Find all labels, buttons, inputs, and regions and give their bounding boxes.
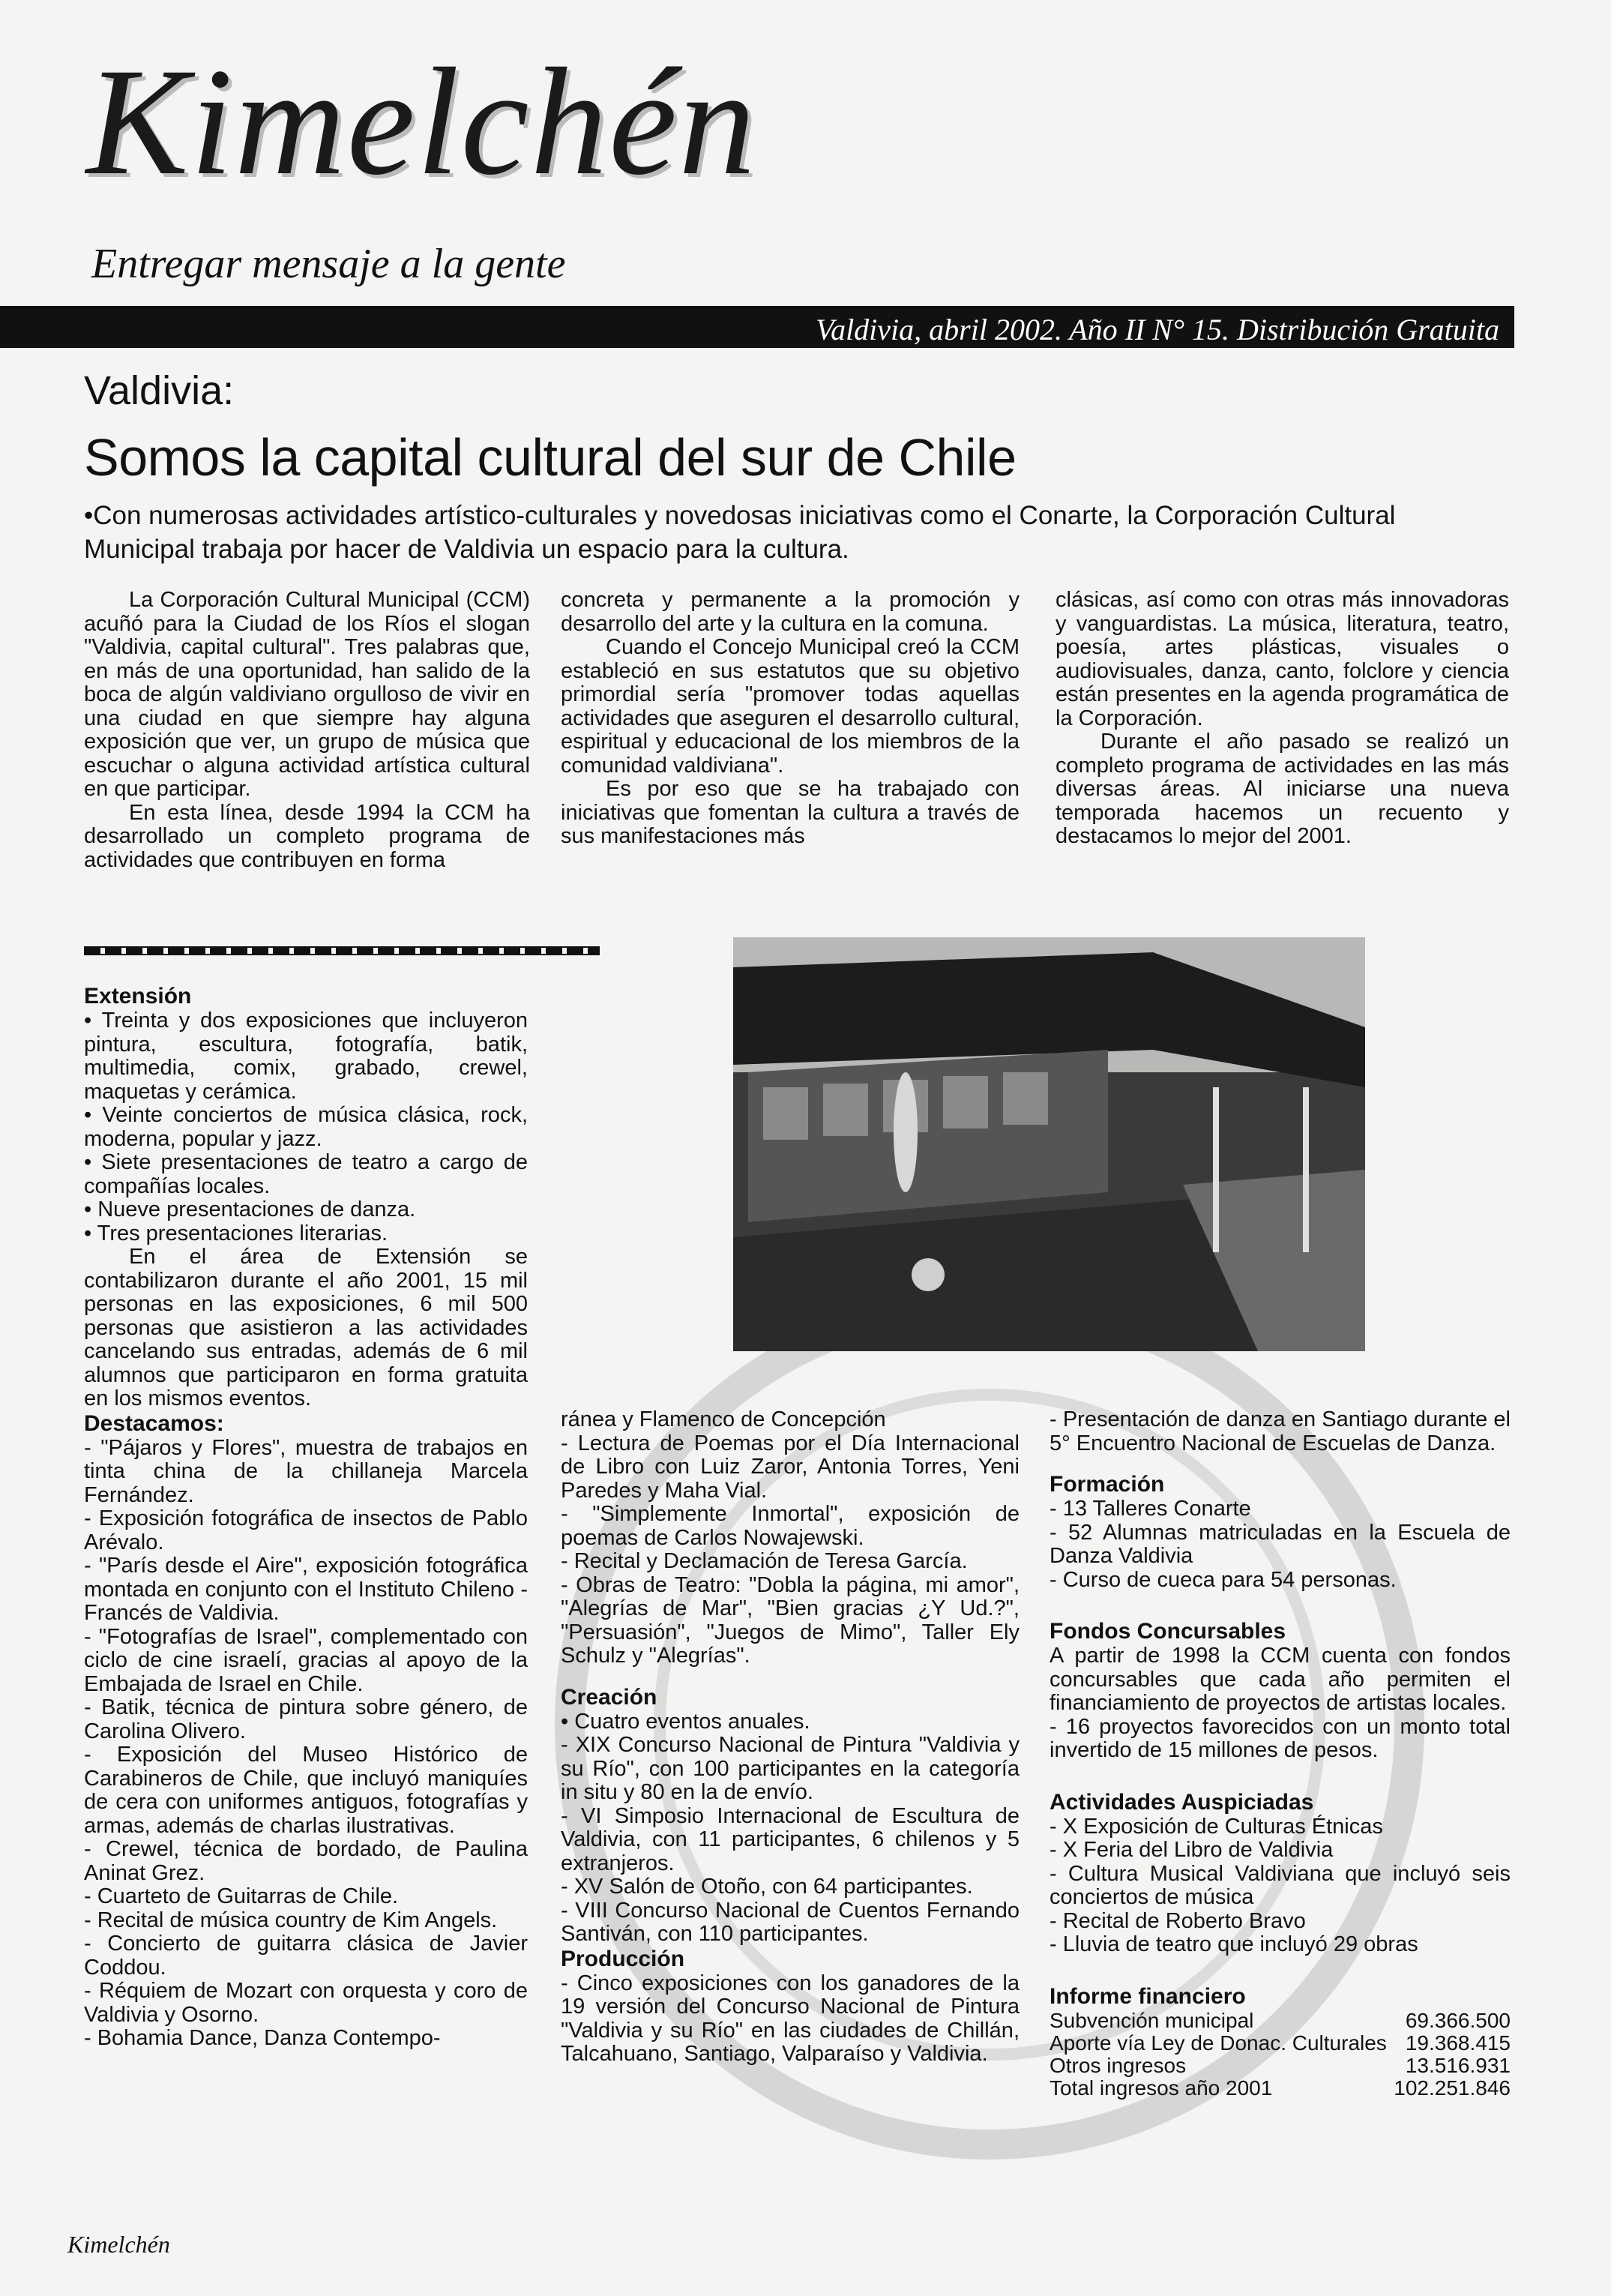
financial-label: Otros ingresos bbox=[1050, 2053, 1187, 2077]
cultural-center-photo bbox=[733, 937, 1365, 1351]
financial-label: Subvención municipal bbox=[1050, 2008, 1254, 2032]
list-item: - 16 proyectos favorecidos con un monto total invertido de 15 millones de pesos. bbox=[1050, 1714, 1511, 1762]
list-item: - X Feria del Libro de Valdivia bbox=[1050, 1838, 1334, 1862]
list-item: - Cinco exposiciones con los ganadores de la 19 versión del Concurso Nacional de Pintura "Valdivia y su Río" en las ciudades de Chillán, Talcahuano, Santiago, Valparaíso y Valdivia. bbox=[561, 1971, 1020, 2066]
list-item: - Lectura de Poemas por el Día Internacional de Libro con Luiz Zaror, Antonia Torres, Yeni Paredes y Maha Vial. bbox=[561, 1431, 1020, 1503]
section-heading-auspiciadas: Actividades Auspiciadas bbox=[1050, 1789, 1314, 1815]
paragraph: concreta y permanente a la promoción y desarrollo del arte y la cultura en la comuna. bbox=[561, 588, 1020, 636]
issue-banner bbox=[0, 306, 1514, 348]
list-item: • Cuatro eventos anuales. bbox=[561, 1709, 810, 1734]
list-item: - Lluvia de teatro que incluyó 29 obras bbox=[1050, 1932, 1418, 1956]
financial-label: Aporte vía Ley de Donac. Culturales bbox=[1050, 2031, 1387, 2055]
list-item: - Concierto de guitarra clásica de Javier Coddou. bbox=[84, 1932, 528, 1980]
footer-brand: Kimelchén bbox=[67, 2231, 170, 2258]
financial-value: 19.368.415 bbox=[1405, 2031, 1511, 2055]
list-item: - Cultura Musical Valdiviana que incluyó seis conciertos de música bbox=[1050, 1861, 1511, 1909]
issue-info: Valdivia, abril 2002. Año II N° 15. Distribución Gratuita bbox=[816, 313, 1499, 346]
list-item: - Bohamia Dance, Danza Contempo- bbox=[84, 2026, 441, 2050]
list-item: - "Simplemente Inmortal", exposición de poemas de Carlos Nowajewski. bbox=[561, 1502, 1020, 1550]
list-item: - XIX Concurso Nacional de Pintura "Valdivia y su Río", con 100 participantes en la categoría in situ y 80 en la de envío. bbox=[561, 1733, 1020, 1804]
financial-table bbox=[1050, 2010, 1511, 2100]
article-kicker: Valdivia: bbox=[84, 368, 235, 413]
list-item: - Presentación de danza en Santiago durante el 5° Encuentro Nacional de Escuelas de Danza. bbox=[1050, 1407, 1511, 1455]
list-item: • Tres presentaciones literarias. bbox=[84, 1221, 388, 1245]
section-heading-fondos: Fondos Concursables bbox=[1050, 1619, 1286, 1644]
list-item: • Veinte conciertos de música clásica, rock, moderna, popular y jazz. bbox=[84, 1103, 528, 1151]
list-item: - "Pájaros y Flores", muestra de trabajos en tinta china de la chillaneja Marcela Fernández. bbox=[84, 1435, 528, 1507]
financial-row bbox=[1050, 2077, 1511, 2100]
section-heading-extension: Extensión bbox=[84, 984, 192, 1009]
list-item: ránea y Flamenco de Concepción bbox=[561, 1407, 886, 1431]
list-item: - Exposición del Museo Histórico de Carabineros de Chile, que incluyó maniquíes de cera con uniformes antiguos, fotografías y armas, además de charlas ilustrativas. bbox=[84, 1743, 528, 1838]
list-item: • Siete presentaciones de teatro a cargo de compañías locales. bbox=[84, 1150, 528, 1198]
paragraph: En esta línea, desde 1994 la CCM ha desarrollado un completo programa de actividades que contribuyen en forma bbox=[84, 800, 530, 872]
list-item: - Cuarteto de Guitarras de Chile. bbox=[84, 1884, 399, 1908]
list-item: - Recital de música country de Kim Angels. bbox=[84, 1908, 498, 1932]
list-item: - "París desde el Aire", exposición fotográfica montada en conjunto con el Instituto Chileno - Francés de Valdivia. bbox=[84, 1554, 528, 1625]
paragraph: La Corporación Cultural Municipal (CCM) acuñó para la Ciudad de los Ríos el slogan "Valdivia, capital cultural". Tres palabras que, en más de una oportunidad, han salido de la boca de algún valdiviano orgulloso de vivir en una ciudad en que siempre hay alguna exposición que ver, un grupo de música que escuchar o alguna actividad artística cultural en que participar. bbox=[84, 588, 530, 801]
financial-row bbox=[1050, 2055, 1511, 2077]
list-item: - Exposición fotográfica de insectos de Pablo Arévalo. bbox=[84, 1506, 528, 1554]
list-item: - 13 Talleres Conarte bbox=[1050, 1497, 1251, 1521]
masthead-tagline: Entregar mensaje a la gente bbox=[91, 241, 566, 287]
financial-value: 13.516.931 bbox=[1405, 2053, 1511, 2077]
section-heading-creacion: Creación bbox=[561, 1684, 657, 1710]
paragraph: A partir de 1998 la CCM cuenta con fondos concursables que cada año permiten el financiamiento de proyectos de artistas locales. bbox=[1050, 1644, 1511, 1715]
extension-column bbox=[84, 984, 528, 2051]
financial-row bbox=[1050, 2032, 1511, 2055]
paragraph: Cuando el Concejo Municipal creó la CCM estableció en sus estatutos que su objetivo primordial sería "promover todas aquellas actividades que aseguren el desarrollo cultural, espiritual y educacional de los miembros de la comunidad valdiviana". bbox=[561, 635, 1020, 778]
right-column bbox=[1050, 1408, 1511, 2100]
article-column-3 bbox=[1056, 589, 1509, 849]
list-item: - Recital y Declamación de Teresa García. bbox=[561, 1549, 968, 1573]
masthead-title: Kimelchén bbox=[86, 37, 757, 207]
list-item: - Batik, técnica de pintura sobre género, de Carolina Olivero. bbox=[84, 1695, 528, 1743]
list-item: - VI Simposio Internacional de Escultura de Valdivia, con 11 participantes, 6 chilenos y 5 extranjeros. bbox=[561, 1803, 1020, 1875]
list-item: - VIII Concurso Nacional de Cuentos Fernando Santiván, con 110 participantes. bbox=[561, 1898, 1020, 1946]
section-divider bbox=[84, 946, 600, 955]
section-heading-formacion: Formación bbox=[1050, 1472, 1165, 1497]
list-item: • Treinta y dos exposiciones que incluyeron pintura, escultura, fotografía, batik, multimedia, comix, grabado, crewel, maquetas y cerámica. bbox=[84, 1009, 528, 1104]
financial-value: 69.366.500 bbox=[1405, 2008, 1511, 2032]
list-item: • Nueve presentaciones de danza. bbox=[84, 1197, 416, 1221]
list-item: - "Fotografías de Israel", complementado con ciclo de cine israelí, gracias al apoyo de la Embajada de Israel en Chile. bbox=[84, 1624, 528, 1696]
paragraph: En el área de Extensión se contabilizaron durante el año 2001, 15 mil personas en las exposiciones, 6 mil 500 personas que asistieron a las actividades cancelando sus entradas, además de 6 mil alumnos que participaron en forma gratuita en los mismos eventos. bbox=[84, 1245, 528, 1410]
article-lead: •Con numerosas actividades artístico-culturales y novedosas iniciativas como el Conarte, la Corporación Cultural Municipal trabaja por hacer de Valdivia un espacio para la cultura. bbox=[84, 501, 1396, 564]
paragraph: Es por eso que se ha trabajado con iniciativas que fomentan la cultura a través de sus manifestaciones más bbox=[561, 777, 1020, 848]
article-column-1 bbox=[84, 589, 530, 872]
section-heading-informe: Informe financiero bbox=[1050, 1983, 1246, 2009]
list-item: - 52 Alumnas matriculadas en la Escuela de Danza Valdivia bbox=[1050, 1520, 1511, 1568]
financial-row bbox=[1050, 2010, 1511, 2032]
paragraph: clásicas, así como con otras más innovadoras y vanguardistas. La música, literatura, teatro, poesía, artes plásticas, visuales o audiovisuales, danza, canto, folclore y ciencia están presentes en la agenda programática de la Corporación. bbox=[1056, 588, 1509, 730]
list-item: - XV Salón de Otoño, con 64 participantes. bbox=[561, 1875, 973, 1899]
middle-column bbox=[561, 1408, 1020, 2067]
paragraph: Durante el año pasado se realizó un completo programa de actividades en las más diversas áreas. Al iniciarse una nueva temporada hacemos un recuento y destacamos lo mejor del 2001. bbox=[1056, 730, 1509, 848]
list-item: - Curso de cueca para 54 personas. bbox=[1050, 1567, 1397, 1592]
list-item: - Crewel, técnica de bordado, de Paulina Aninat Grez. bbox=[84, 1837, 528, 1885]
article-column-2 bbox=[561, 589, 1020, 849]
article-headline: Somos la capital cultural del sur de Chile bbox=[84, 428, 1017, 487]
section-heading-destacamos: Destacamos: bbox=[84, 1410, 224, 1436]
financial-value: 102.251.846 bbox=[1394, 2076, 1511, 2100]
section-heading-produccion: Producción bbox=[561, 1946, 685, 1971]
list-item: - Réquiem de Mozart con orquesta y coro de Valdivia y Osorno. bbox=[84, 1979, 528, 2027]
list-item: - Obras de Teatro: "Dobla la página, mi amor", "Alegrías de Mar", "Bien gracias ¿Y Ud.?", "Persuasión", "Juegos de Mimo", Taller Ely Schulz y "Alegrías". bbox=[561, 1572, 1020, 1668]
list-item: - Recital de Roberto Bravo bbox=[1050, 1908, 1306, 1933]
financial-label: Total ingresos año 2001 bbox=[1050, 2076, 1273, 2100]
list-item: - X Exposición de Culturas Étnicas bbox=[1050, 1814, 1383, 1839]
